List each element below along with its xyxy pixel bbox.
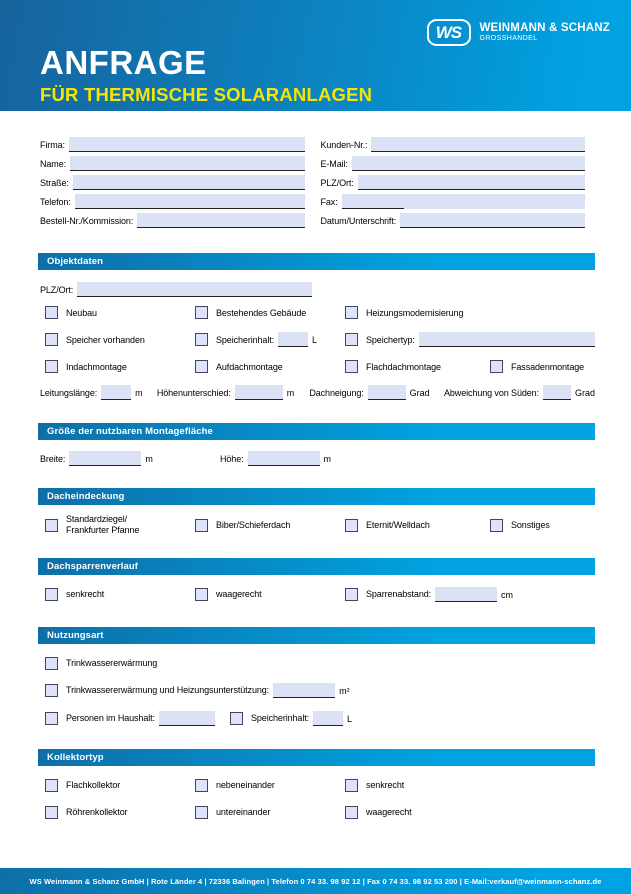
checkbox-sonstiges[interactable] [490,519,503,532]
abweichung-sueden-label: Abweichung von Süden: [444,388,539,398]
objekt-checkbox-row-3 [0,360,631,373]
checkbox-indachmontage[interactable] [45,360,58,373]
nebeneinander-label: nebeneinander [216,780,275,790]
checkbox-heizungsmodernisierung[interactable] [345,306,358,319]
telefon-label: Telefon: [40,197,71,207]
section-header-objektdaten [38,253,595,270]
checkbox-flachkollektor[interactable] [45,779,58,792]
checkbox-aufdachmontage[interactable] [195,360,208,373]
abweichung-sueden-input[interactable] [543,385,571,400]
section-header-kollektortyp [38,749,595,766]
m-unit: m [323,454,332,464]
objekt-measure-row [0,385,631,400]
nutzungsart-row-2 [0,683,631,698]
section-header-dachsparrenverlauf [38,558,595,575]
eternit-welldach-label: Eternit/Welldach [366,520,430,531]
dachneigung-label: Dachneigung: [309,388,364,398]
leitungslaenge-input[interactable] [101,385,131,400]
telefon-input[interactable] [75,194,305,209]
checkbox-standardziegel[interactable] [45,519,58,532]
trinkwasser-heizung-label: Trinkwassererwärmung und Heizungsunterstützung: [66,685,270,695]
objekt-plzort-input[interactable] [77,282,312,297]
section-header-dacheindeckung [38,488,595,505]
email-label: E-Mail: [320,159,348,169]
grad-unit: Grad [574,388,595,398]
kundennr-input[interactable] [371,137,585,152]
checkbox-nutzung-speicherinhalt[interactable] [230,712,243,725]
page-subtitle: FÜR THERMISCHE SOLARANLAGEN [40,84,373,105]
dachneigung-input[interactable] [368,385,406,400]
section-header-nutzungsart [38,627,595,644]
fassadenmontage-label: Fassadenmontage [511,361,585,372]
hoehe-label: Höhe: [220,454,244,464]
personen-haushalt-label: Personen im Haushalt: [66,713,155,723]
kollektortyp-row-1 [0,779,631,792]
neubau-label: Neubau [66,307,97,318]
checkbox-speicher-vorhanden[interactable] [45,333,58,346]
liter-unit: L [347,713,353,724]
checkbox-nebeneinander[interactable] [195,779,208,792]
company-tagline: GROSSHANDEL [479,34,538,42]
bestellnr-label: Bestell-Nr./Kommission: [40,216,134,226]
leitungslaenge-label: Leitungslänge: [40,388,98,398]
m-unit: m [286,388,295,398]
sparren-waagerecht-label: waagerecht [216,589,262,599]
checkbox-roehrenkollektor[interactable] [45,806,58,819]
checkbox-sparrenabstand[interactable] [345,588,358,601]
contact-right-column [321,133,586,228]
indachmontage-label: Indachmontage [66,361,127,372]
speichertyp-label: Speichertyp: [366,334,415,345]
nutzungsart-row-1 [0,657,631,670]
strasse-input[interactable] [73,175,305,190]
breite-label: Breite: [40,454,66,464]
checkbox-neubau[interactable] [45,306,58,319]
name-label: Name: [40,159,67,169]
flachdachmontage-label: Flachdachmontage [366,361,441,372]
sparrenabstand-input[interactable] [435,587,497,602]
nutzung-speicherinhalt-input[interactable] [313,711,343,726]
checkbox-sparren-senkrecht[interactable] [45,588,58,601]
datum-unterschrift-input[interactable] [400,213,585,228]
kundennr-label: Kunden-Nr.: [320,140,368,150]
trinkwassererwaermung-label: Trinkwassererwärmung [66,658,158,668]
footer-bar [0,868,631,894]
dachsparren-row [0,587,631,602]
fax-input[interactable] [342,194,585,209]
checkbox-untereinander[interactable] [195,806,208,819]
sparren-senkrecht-label: senkrecht [66,589,105,599]
checkbox-fassadenmontage[interactable] [490,360,503,373]
cm-unit: cm [501,589,514,600]
checkbox-trinkwassererwaermung[interactable] [45,657,58,670]
speichertyp-input[interactable] [419,332,595,347]
checkbox-biber-schieferdach[interactable] [195,519,208,532]
firma-input[interactable] [69,137,305,152]
checkbox-speichertyp[interactable] [345,333,358,346]
ws-logo-icon [427,19,471,46]
heizungsmodernisierung-label: Heizungsmodernisierung [366,307,464,318]
sonstiges-label: Sonstiges [511,520,550,531]
bestellnr-input[interactable] [137,213,304,228]
contact-block [0,111,631,228]
company-logo [427,19,610,46]
plzort-label: PLZ/Ort: [320,178,354,188]
section-title: Objektdaten [47,256,103,267]
checkbox-bestehendes-gebaeude[interactable] [195,306,208,319]
grad-unit: Grad [409,388,430,398]
ws-monogram: WS [435,22,462,42]
fax-label: Fax: [320,197,338,207]
objekt-checkbox-row-1 [0,306,631,319]
section-title: Nutzungsart [47,629,104,641]
standardziegel-label: Standardziegel/ Frankfurter Pfanne [66,514,140,536]
name-input[interactable] [70,156,304,171]
kollektor-waagerecht-label: waagerecht [366,807,412,817]
firma-label: Firma: [40,140,65,150]
sparrenabstand-label: Sparrenabstand: [366,589,432,599]
checkbox-flachdachmontage[interactable] [345,360,358,373]
checkbox-trinkwasser-heizung[interactable] [45,684,58,697]
m-unit: m [145,454,153,464]
aufdachmontage-label: Aufdachmontage [216,361,283,372]
objekt-checkbox-row-2 [0,332,631,347]
objekt-plz-row [0,282,631,297]
email-input[interactable] [352,156,585,171]
checkbox-personen-haushalt[interactable] [45,712,58,725]
hoehenunterschied-input[interactable] [235,385,283,400]
m-unit: m [135,388,143,398]
logo-text [479,22,610,42]
page-title: ANFRAGE [40,44,207,81]
biber-schieferdach-label: Biber/Schieferdach [216,520,291,531]
objekt-plzort-label: PLZ/Ort: [40,285,74,295]
speicherinhalt-input[interactable] [278,332,308,347]
checkbox-sparren-waagerecht[interactable] [195,588,208,601]
personen-haushalt-input[interactable] [159,711,215,726]
checkbox-kollektor-senkrecht[interactable] [345,779,358,792]
montageflaeche-row [0,451,631,466]
liter-unit: L [312,335,318,345]
datum-label: Datum/Unterschrift: [320,216,397,226]
checkbox-eternit-welldach[interactable] [345,519,358,532]
section-title: Dacheindeckung [47,491,125,502]
header [0,0,631,111]
strasse-label: Straße: [40,178,69,188]
contact-left-column [40,133,305,228]
company-name: WEINMANN & SCHANZ [479,22,610,35]
speicher-vorhanden-label: Speicher vorhanden [66,334,145,345]
section-title: Dachsparrenverlauf [47,560,139,572]
hoehenunterschied-label: Höhenunterschied: [156,388,231,398]
flachkollektor-label: Flachkollektor [66,780,121,790]
hoehe-input[interactable] [248,451,320,466]
nutzung-speicherinhalt-label: Speicherinhalt: [251,713,310,723]
section-title: Größe der nutzbaren Montagefläche [47,426,213,437]
footer-contact-line: WS Weinmann & Schanz GmbH | Rote Länder 4 | 72336 Balingen | Telefon 0 74 33. 98 92 12 | Fax 0 74 33. 98 92 53 200 | E-Mail:verkauf@weinmann-schanz.de [29,876,602,886]
kollektor-senkrecht-label: senkrecht [366,780,405,790]
checkbox-speicherinhalt[interactable] [195,333,208,346]
kollektortyp-row-2 [0,806,631,819]
checkbox-kollektor-waagerecht[interactable] [345,806,358,819]
bestehendes-gebaeude-label: Bestehendes Gebäude [216,307,307,318]
untereinander-label: untereinander [216,807,271,817]
dacheindeckung-row [0,514,631,537]
m2-unit: m² [339,685,350,696]
section-title: Kollektortyp [47,751,104,763]
breite-input[interactable] [69,451,141,466]
section-header-montageflaeche [38,423,595,440]
heizungsunterstuetzung-flaeche-input[interactable] [273,683,335,698]
speicherinhalt-label: Speicherinhalt: [216,334,275,345]
plzort-input[interactable] [358,175,585,190]
roehrenkollektor-label: Röhrenkollektor [66,807,128,817]
nutzungsart-row-3 [0,711,631,726]
